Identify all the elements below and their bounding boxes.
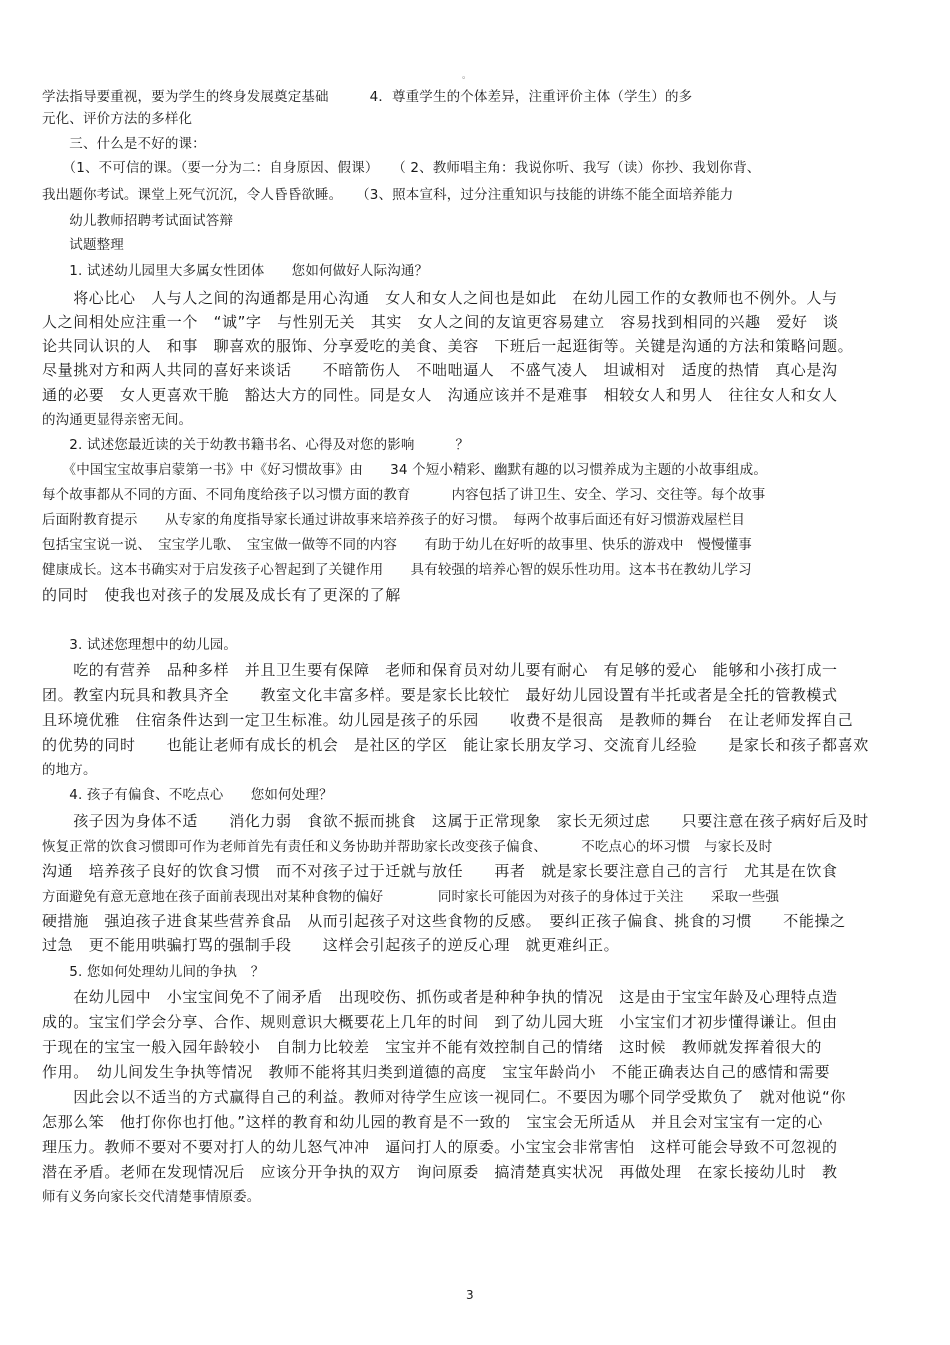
text-line: 师有义务向家长交代清楚事情原委。 xyxy=(42,1189,261,1205)
text-line: 学法指导要重视，要为学生的终身发展奠定基础 4．尊重学生的个体差异，注重评价主体（学生）的多 xyxy=(42,89,693,105)
text-line: 的同时 使我也对孩子的发展及成长有了更深的了解 xyxy=(42,586,401,604)
question-heading: 4. 孩子有偏食、不吃点心 您如何处理？ xyxy=(42,787,333,803)
text-line: （1、不可信的课。（要一分为二：自身原因、假课） （ 2、教师唱主角：我说你听、我写（读）你抄、我划你背、 xyxy=(42,160,761,176)
text-line: 理压力。教师不要对不要对打人的幼儿怒气冲冲 逼问打人的原委。小宝宝会非常害怕 这样可能会导致不可忽视的 xyxy=(42,1138,838,1156)
header-mark: 。 xyxy=(462,71,472,81)
text-line: 尽量挑对方和两人共同的喜好来谈话 不暗箭伤人 不咄咄逼人 不盛气凌人 坦诚相对 适度的热情 真心是沟 xyxy=(42,361,838,379)
text-line: 将心比心 人与人之间的沟通都是用心沟通 女人和女人之间也是如此 在幼儿园工作的女教师也不例外。人与 xyxy=(42,289,838,307)
text-line: 论共同认识的人 和事 聊喜欢的服饰、分享爱吃的美食、美容 下班后一起逛街等。关键是沟通的方法和策略问题。 xyxy=(42,337,854,355)
text-line: 健康成长。这本书确实对于启发孩子心智起到了关键作用 具有较强的培养心智的娱乐性功用。这本书在教幼儿学习 xyxy=(42,562,752,578)
document-title: 幼儿教师招聘考试面试答辩 xyxy=(42,213,234,229)
section-heading: 三、什么是不好的课： xyxy=(42,136,206,152)
text-line: 后面附教育提示 从专家的角度指导家长通过讲故事来培养孩子的好习惯。 每两个故事后面还有好习惯游戏屋栏目 xyxy=(42,512,746,528)
question-heading: 2. 试述您最近读的关于幼教书籍书名、心得及对您的影响 ？ xyxy=(42,437,470,453)
text-line: 元化、评价方法的多样化 xyxy=(42,111,193,127)
text-line: 沟通 培养孩子良好的饮食习惯 而不对孩子过于迁就与放任 再者 就是家长要注意自己的言行 尤其是在饮食 xyxy=(42,862,838,880)
document-subtitle: 试题整理 xyxy=(42,237,124,253)
text-line: 潜在矛盾。老师在发现情况后 应该分开争执的双方 询问原委 搞清楚真实状况 再做处理 在家长接幼儿时 教 xyxy=(42,1163,838,1181)
question-heading: 5. 您如何处理幼儿间的争执 ？ xyxy=(42,964,265,980)
text-line: 《中国宝宝故事启蒙第一书》中《好习惯故事》由 34 个短小精彩、幽默有趣的以习惯养成为主题的小故事组成。 xyxy=(42,462,767,478)
text-line: 孩子因为身体不适 消化力弱 食欲不振而挑食 这属于正常现象 家长无须过虑 只要注意在孩子病好后及时 xyxy=(42,812,869,830)
text-line: 硬措施 强迫孩子进食某些营养食品 从而引起孩子对这些食物的反感。 要纠正孩子偏食、挑食的习惯 不能操之 xyxy=(42,912,846,930)
text-line: 在幼儿园中 小宝宝间免不了闹矛盾 出现咬伤、抓伤或者是种种争执的情况 这是由于宝宝年龄及心理特点造 xyxy=(42,988,838,1006)
text-line: 成的。宝宝们学会分享、合作、规则意识大概要花上几年的时间 到了幼儿园大班 小宝宝们才初步懂得谦让。但由 xyxy=(42,1013,838,1031)
question-heading: 1. 试述幼儿园里大多属女性团体 您如何做好人际沟通？ xyxy=(42,263,429,279)
text-line: 因此会以不适当的方式赢得自己的利益。教师对待学生应该一视同仁。不要因为哪个同学受欺负了 就对他说“你 xyxy=(42,1088,846,1106)
text-line: 于现在的宝宝一般入园年龄较小 自制力比较差 宝宝并不能有效控制自己的情绪 这时候 教师就发挥着很大的 xyxy=(42,1038,823,1056)
text-line: 的优势的同时 也能让老师有成长的机会 是社区的学区 能让家长朋友学习、交流育儿经验 是家长和孩子都喜欢 xyxy=(42,736,869,754)
text-line: 人之间相处应注重一个 “诚”字 与性别无关 其实 女人之间的友谊更容易建立 容易找到相同的兴趣 爱好 谈 xyxy=(42,313,839,331)
text-line: 且环境优雅 住宿条件达到一定卫生标准。幼儿园是孩子的乐园 收费不是很高 是教师的舞台 在让老师发挥自己 xyxy=(42,711,854,729)
text-line: 恢复正常的饮食习惯即可作为老师首先有责任和义务协助并帮助家长改变孩子偏食、 不吃点心的坏习惯 与家长及时 xyxy=(42,839,773,855)
text-line: 每个故事都从不同的方面、不同角度给孩子以习惯方面的教育 内容包括了讲卫生、安全、学习、交往等。每个故事 xyxy=(42,487,766,503)
text-line: 的沟通更显得亲密无间。 xyxy=(42,412,193,428)
text-line: 包括宝宝说一说、 宝宝学儿歌、 宝宝做一做等不同的内容 有助于幼儿在好听的故事里、快乐的游戏中 慢慢懂事 xyxy=(42,537,752,553)
page-number: 3 xyxy=(466,1288,474,1302)
text-line: 过急 更不能用哄骗打骂的强制手段 这样会引起孩子的逆反心理 就更难纠正。 xyxy=(42,936,620,954)
text-line: 的地方。 xyxy=(42,762,97,778)
text-line: 怎那么笨 他打你你也打他。”这样的教育和幼儿园的教育是不一致的 宝宝会无所适从 并且会对宝宝有一定的心 xyxy=(42,1113,823,1131)
text-line: 我出题你考试。课堂上死气沉沉，令人昏昏欲睡。 （3、照本宣科，过分注重知识与技能的讲练不能全面培养能力 xyxy=(42,187,734,203)
text-line: 作用。 幼儿间发生争执等情况 教师不能将其归类到道德的高度 宝宝年龄尚小 不能正确表达自己的感情和需要 xyxy=(42,1063,831,1081)
text-line: 吃的有营养 品种多样 并且卫生要有保障 老师和保育员对幼儿要有耐心 有足够的爱心 能够和小孩打成一 xyxy=(42,661,838,679)
text-line: 通的必要 女人更喜欢干脆 豁达大方的同性。同是女人 沟通应该并不是难事 相较女人和男人 往往女人和女人 xyxy=(42,386,838,404)
text-line: 团。教室内玩具和教具齐全 教室文化丰富多样。要是家长比较忙 最好幼儿园设置有半托或者是全托的管教模式 xyxy=(42,686,838,704)
question-heading: 3. 试述您理想中的幼儿园。 xyxy=(42,637,238,653)
text-line: 方面避免有意无意地在孩子面前表现出对某种食物的偏好 同时家长可能因为对孩子的身体过于关注 采取一些强 xyxy=(42,889,780,905)
